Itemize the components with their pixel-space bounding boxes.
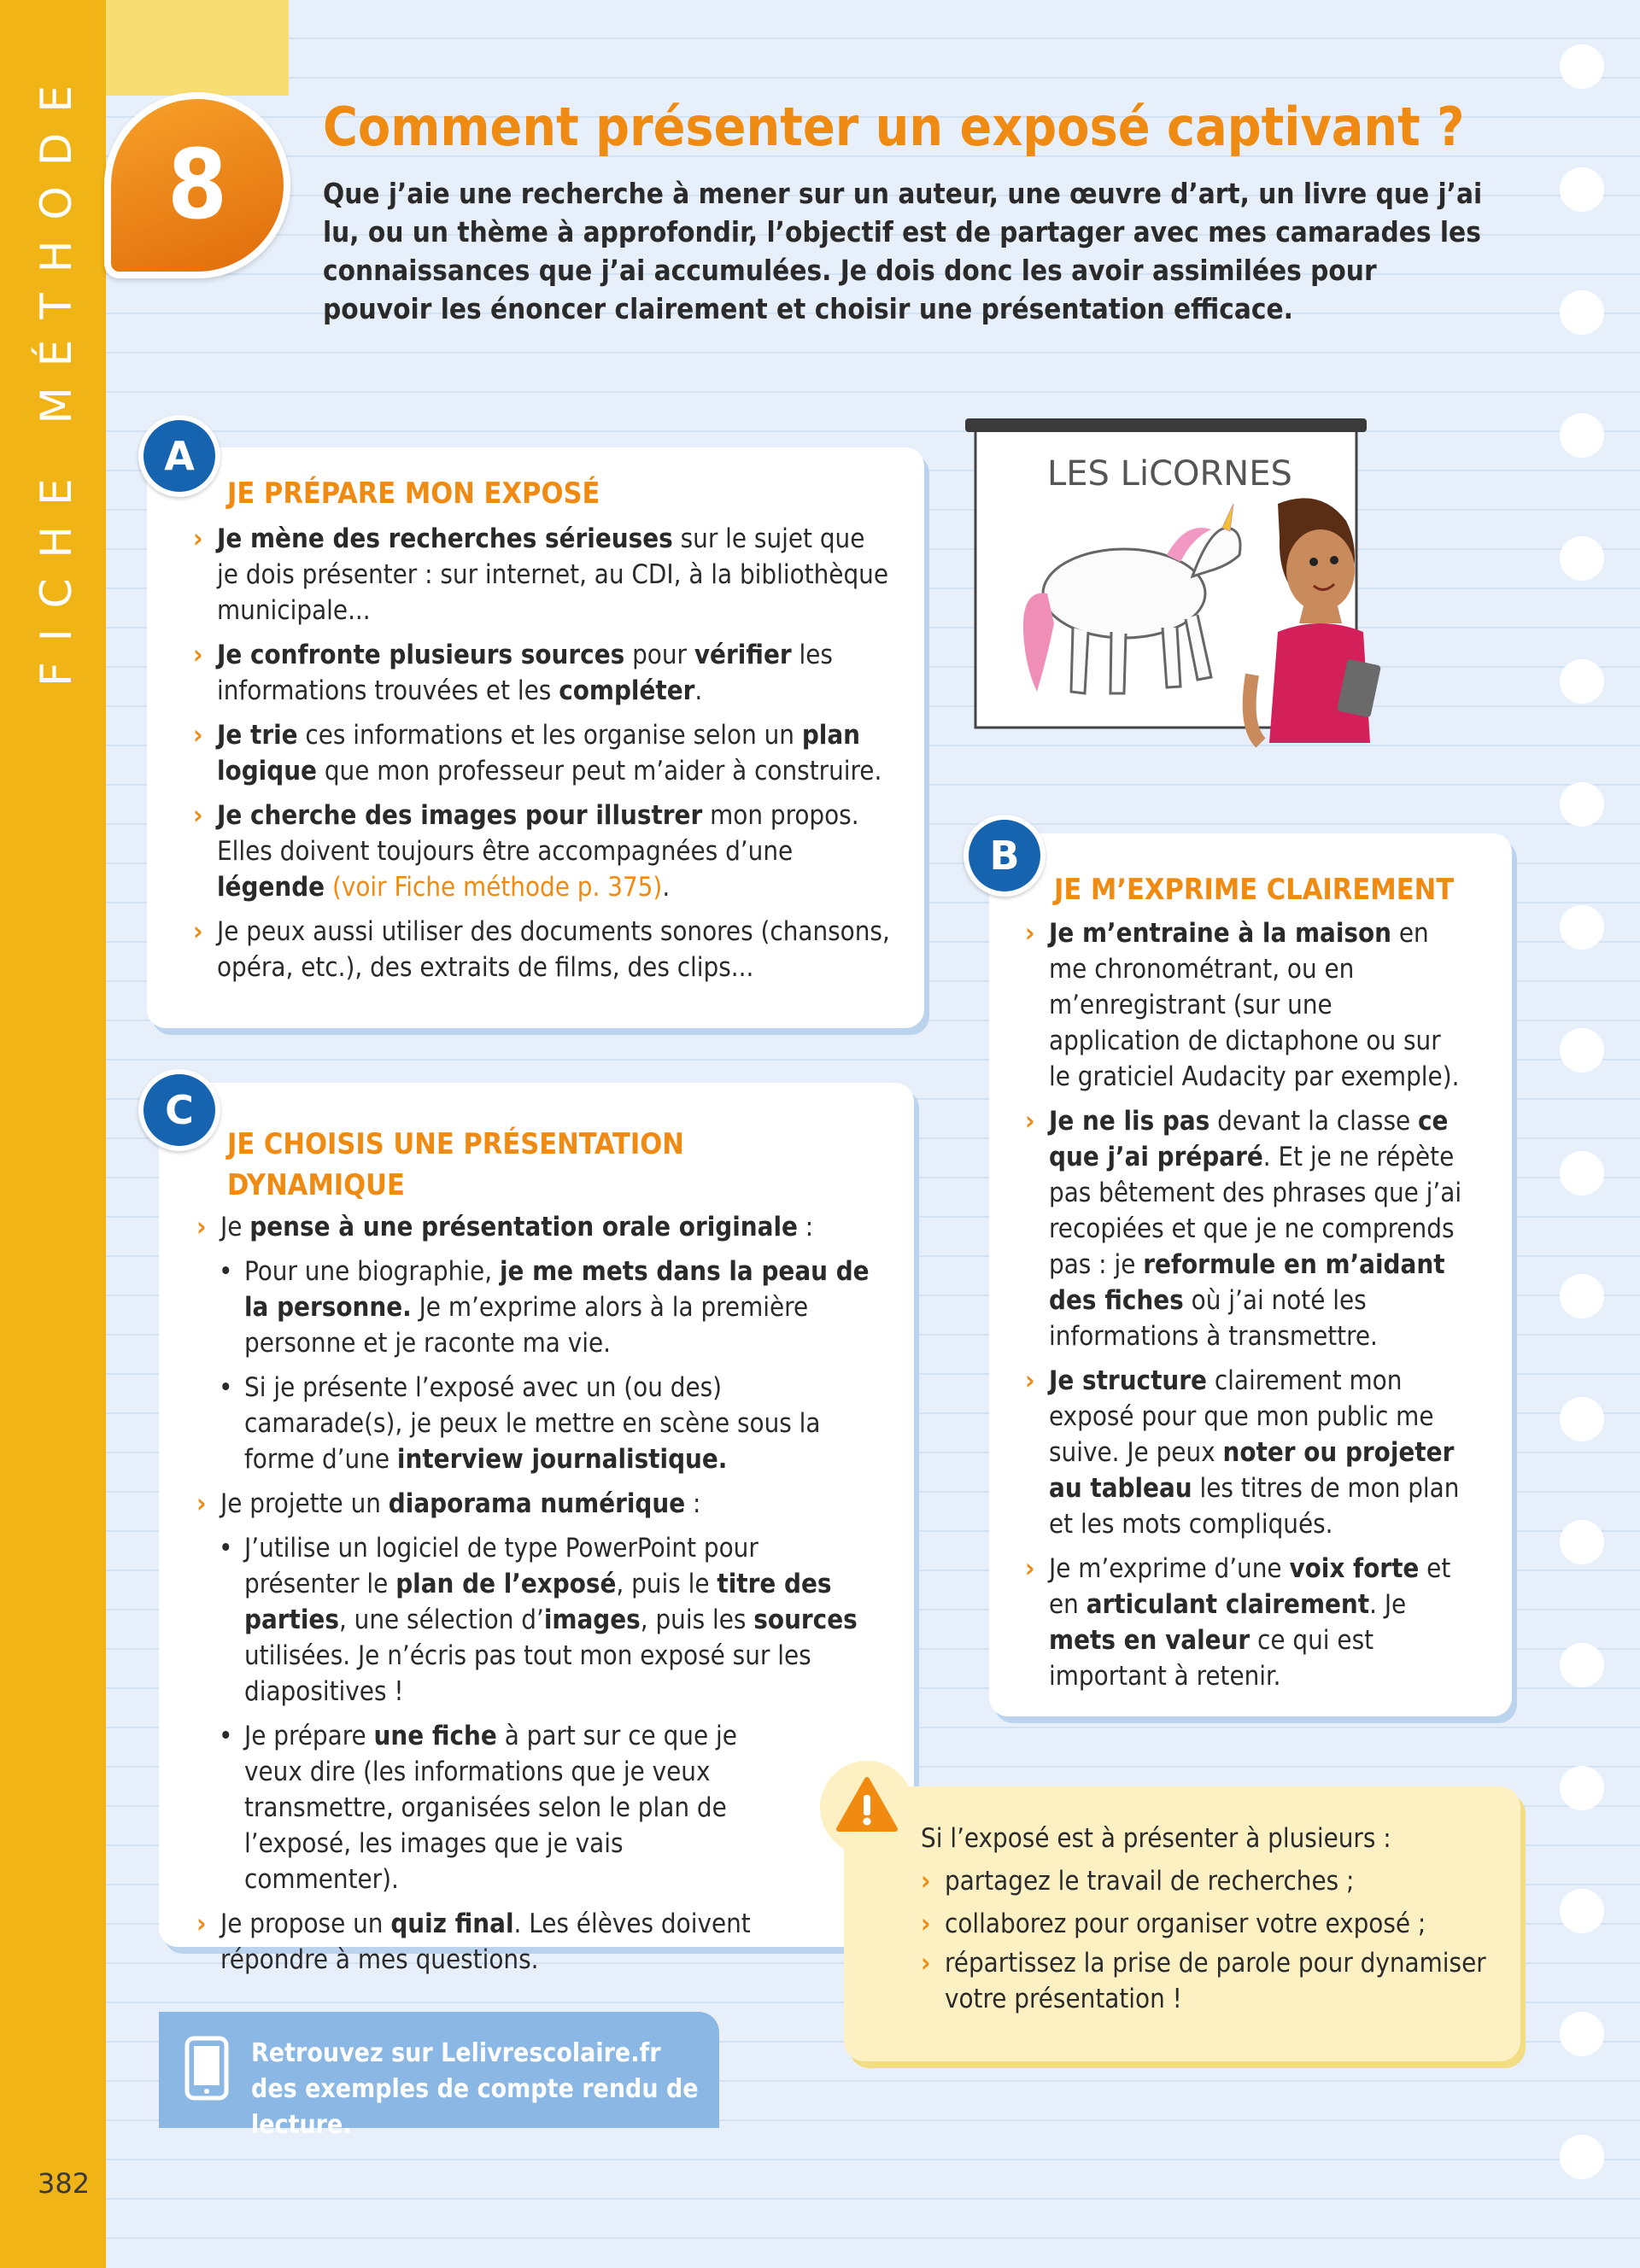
unicorn-presentation-illustration [962,418,1406,769]
sub-list-item: • Je prépare une fiche à part sur ce que je veux dire (les informations que je veux transmettre, organisées selon le plan de l’exposé, les images que je vais commenter). [196,1718,880,1897]
chevron-right-icon: › [193,640,203,670]
section-b-title: JE M’EXPRIME CLAIREMENT [1054,873,1455,907]
list-item: › Je m’exprime d’une voix forte et en articulant clairement. Je mets en valeur ce qui est important à retenir. [1025,1551,1469,1694]
chevron-right-icon: › [1025,1365,1035,1396]
chevron-right-icon: › [193,916,203,947]
method-reference-link[interactable]: (voir Fiche méthode p. 375) [331,872,663,903]
chevron-right-icon: › [196,1212,207,1242]
sub-list-item: • Pour une biographie, je me mets dans la peau de la personne. Je m’exprime alors à la première personne et je raconte ma vie. [196,1254,880,1361]
sub-list-item: • Si je présente l’exposé avec un (ou des) camarade(s), je peux le mettre en scène sous la forme d’une interview journalistique. [196,1370,880,1477]
list-item: › Je trie ces informations et les organise selon un plan logique que mon professeur peut m’aider à construire. [193,717,893,789]
header-ribbon [106,0,289,96]
section-a-badge: A [138,415,220,497]
list-item: › Je pense à une présentation orale originale : [196,1209,880,1245]
chevron-right-icon: › [193,800,203,831]
bullet-icon: • [219,1533,233,1564]
chevron-right-icon: › [196,1909,207,1939]
online-resource-link[interactable]: Retrouvez sur Lelivrescolaire.fr des exemples de compte rendu de lecture. [251,2038,699,2140]
board-title: LES LiCORNES [1047,454,1292,494]
warning-text [921,1817,1502,2017]
sheet-number-badge: 8 [104,92,290,278]
chevron-right-icon: › [1025,1106,1035,1137]
warning-icon [820,1761,914,1855]
warning-item: › collaborez pour organiser votre exposé ; [921,1903,1502,1945]
chevron-right-icon: › [193,523,203,554]
warning-item: › répartissez la prise de parole pour dynamiser votre présentation ! [921,1945,1502,2017]
list-item: › Je propose un quiz final. Les élèves doivent répondre à mes questions. [196,1906,880,1978]
section-a-title: JE PRÉPARE MON EXPOSÉ [227,476,600,511]
chevron-right-icon: › [921,1948,931,1979]
section-a-list [193,521,893,994]
list-item: › Je cherche des images pour illustrer mon propos. Elles doivent toujours être accompagnées d’une légende (voir Fiche méthode p. 375). [193,798,893,905]
warning-item: › partagez le travail de recherches ; [921,1860,1502,1903]
list-item: › Je structure clairement mon exposé pour que mon public me suive. Je peux noter ou projeter au tableau les titres de mon plan et les mots compliqués. [1025,1363,1469,1542]
page-number: 382 [38,2167,91,2200]
list-item: › Je confronte plusieurs sources pour vérifier les informations trouvées et les compléter. [193,637,893,709]
warning-triangle-icon [820,1761,914,1855]
chevron-right-icon: › [921,1866,931,1897]
bullet-icon: • [219,1256,233,1287]
list-item: › Je m’entraine à la maison en me chronométrant, ou en m’enregistrant (sur une application de dictaphone ou sur le graticiel Audacity par exemple). [1025,915,1469,1095]
section-c-badge: C [138,1069,220,1151]
section-c-list [196,1209,880,1986]
sidebar-label: FICHE MÉTHODE [32,65,82,687]
list-item: › Je ne lis pas devant la classe ce que j’ai préparé. Et je ne répète pas bêtement des phrases que j’ai recopiées et que je ne comprends pas : je reformule en m’aidant des fiches où j’ai noté les informations à transmettre. [1025,1103,1469,1354]
bullet-icon: • [219,1372,233,1403]
section-b-badge: B [964,815,1046,897]
warning-intro: Si l’exposé est à présenter à plusieurs : [921,1823,1391,1854]
sub-list-item: • J’utilise un logiciel de type PowerPoint pour présenter le plan de l’exposé, puis le titre des parties, une sélection d’images, puis les sources utilisées. Je n’écris pas tout mon exposé sur les diapositives ! [196,1530,880,1710]
section-c-title: JE CHOISIS UNE PRÉSENTATION DYNAMIQUE [227,1127,684,1202]
page-title: Comment présenter un exposé captivant ? [323,96,1465,158]
list-item: › Je mène des recherches sérieuses sur le sujet que je dois présenter : sur internet, au CDI, à la bibliothèque municipale... [193,521,893,628]
intro-text: Que j’aie une recherche à mener sur un auteur, une œuvre d’art, un livre que j’ai lu, ou un thème à approfondir, l’objectif est de partager avec mes camarades les connaissances que j’ai accumulées. Je dois donc les avoir assimilées pour pouvoir les énoncer clairement et choisir une présentation efficace. [323,177,1483,325]
chevron-right-icon: › [921,1909,931,1939]
list-item: › Je peux aussi utiliser des documents sonores (chansons, opéra, etc.), des extraits de films, des clips... [193,914,893,985]
tablet-icon [184,2036,229,2101]
section-b-list [1025,915,1469,1703]
chevron-right-icon: › [1025,1553,1035,1584]
chevron-right-icon: › [196,1488,207,1519]
chevron-right-icon: › [193,720,203,751]
bullet-icon: • [219,1721,233,1751]
chevron-right-icon: › [1025,918,1035,949]
list-item: › Je projette un diaporama numérique : [196,1486,880,1522]
